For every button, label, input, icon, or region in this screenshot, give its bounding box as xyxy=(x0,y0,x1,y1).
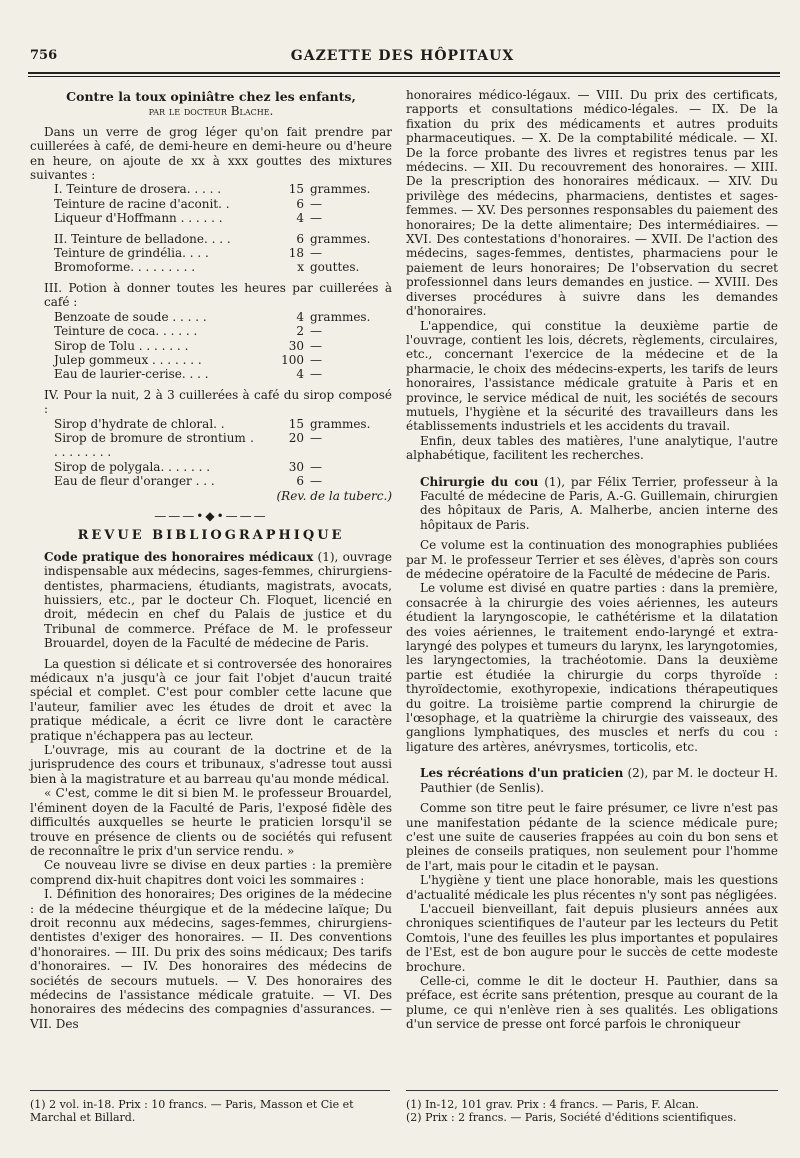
article-title: Contre la toux opiniâtre chez les enfants, xyxy=(66,89,356,104)
rx-line: Sirop de bromure de strontium . . . . . . . . . 20 — xyxy=(54,430,322,460)
journal-title: GAZETTE DES HÔPITAUX xyxy=(290,48,515,64)
rx-line: Sirop de Tolu . . . . . . . 30 — xyxy=(54,338,322,353)
rx-line: Teinture de grindélia. . . . 18 — xyxy=(54,246,322,261)
page-header xyxy=(30,48,775,68)
book-description: (1), par Félix Terrier, professeur à la Faculté de médecine de Paris, A.-G. Guillemain, chirurgien des hôpitaux de Paris, A. Malherbe, ancien interne des hôpitaux de Paris. xyxy=(420,474,778,532)
rx-line: Liqueur d'Hoffmann . . . . . . 4 — xyxy=(54,211,322,226)
rx-line: Julep gommeux . . . . . . . 100 — xyxy=(54,352,322,367)
paragraph: I. Définition des honoraires; Des origines de la médecine : de la médecine théurgique et de la médecine laïque; Du droit reconnu aux médecins, sages-femmes, chirurgiens-dentistes d'exiger des honoraires. — II. Des conventions d'honoraires. — III. Du prix des soins médicaux; Des tarifs d'honoraires. — IV. Des honoraires des médecins de sociétés de secours mutuels. — V. Des honoraires des médecins de l'assistance médicale gratuite. — VI. Des honoraires des médecins des compagnies d'assurances. — VII. Des xyxy=(30,887,392,1031)
book-title: Chirurgie du cou xyxy=(420,474,539,489)
book-entry-3 xyxy=(406,766,778,795)
left-column xyxy=(30,90,392,1031)
book-description: (1), ouvrage indispensable aux médecins, sages-femmes, chirurgiens-dentistes, pharmaciens, étudiants, magistrats, avocats, huissiers, etc., par le docteur Ch. Floquet, licencié en droit, médecin en chef du Palais de justice et du Tribunal de commerce. Préface de M. le professeur Brouardel, doyen de la Faculté de médecine de Paris. xyxy=(44,549,392,651)
footnote-right xyxy=(406,1098,778,1124)
rx-line: Eau de laurier-cerise. . . . 4 — xyxy=(54,367,322,382)
review-heading: REVUE BIBLIOGRAPHIQUE xyxy=(77,528,345,544)
footnote: (1) 2 vol. in-18. Prix : 10 francs. — Paris, Masson et Cie et Marchal et Billard. xyxy=(30,1098,354,1124)
right-column xyxy=(406,88,778,1032)
prescription-1 xyxy=(30,182,392,225)
paragraph: L'accueil bienveillant, fait depuis plusieurs années aux chroniques scientifiques de l'auteur par les lecteurs du Petit Comtois, l'une des feuilles les plus importantes et populaires de l'Est, est de bon augure pour le succès de cette modeste brochure. xyxy=(406,901,778,974)
page-number: 756 xyxy=(30,48,58,63)
footnote-left xyxy=(30,1098,390,1124)
paragraph: L'appendice, qui constitue la deuxième partie de l'ouvrage, contient les lois, décrets, règlements, circulaires, etc., concernant l'exercice de la médecine et de la pharmacie, le choix des médecins-experts, les tarifs de leurs honoraires, l'assistance médicale gratuite à Paris et en province, le service médical de nuit, les sociétés de secours mutuels, l'hygiène et la sécurité des travailleurs dans les établissements industriels et les accidents du travail. xyxy=(406,318,778,434)
footnote-rule xyxy=(406,1090,778,1091)
header-rule xyxy=(28,72,780,74)
paragraph: Celle-ci, comme le dit le docteur H. Pauthier, dans sa préface, est écrite sans prétention, presque au courant de la plume, ce qui n'enlève rien à ses qualités. Les obligations d'un service de presse ont forcé parfois le chroniqueur xyxy=(406,973,778,1032)
rx-line: Bromoforme. . . . . . . . . x gouttes. xyxy=(54,260,360,275)
rx-line: Teinture de coca. . . . . . 2 — xyxy=(54,324,322,339)
paragraph: Enfin, deux tables des matières, l'une analytique, l'autre alphabétique, facilitent les recherches. xyxy=(406,433,778,463)
rx-line: II. Teinture de belladone. . . . 6 grammes. xyxy=(54,231,371,246)
paragraph: L'ouvrage, mis au courant de la doctrine et de la jurisprudence des cours et tribunaux, s'adresse tout aussi bien à la magistrature et au barreau qu'au monde médical. xyxy=(30,743,392,786)
book-entry-2 xyxy=(406,475,778,533)
article-byline: par le docteur Blache. xyxy=(148,104,274,119)
paragraph: La question si délicate et si controversée des honoraires médicaux n'a jusqu'à ce jour fait l'objet d'aucun traité spécial et complet. C'est pour combler cette lacune que l'auteur, familier avec les études de droit et avec la pratique médicale, a écrit ce livre dont le caractère pratique n'échappera pas au lecteur. xyxy=(30,656,392,743)
paragraph: Ce volume est la continuation des monographies publiées par M. le professeur Terrier et ses élèves, d'après son cours de médecine opératoire de la Faculté de médecine de Paris. xyxy=(406,538,778,581)
paragraph: Comme son titre peut le faire présumer, ce livre n'est pas une manifestation pédante de la science médicale pure; c'est une suite de causeries frappées au coin du bon sens et pleines de conseils pratiques, non seulement pour l'homme de l'art, mais pour le citadin et le paysan. xyxy=(406,801,778,873)
header-rule-thin xyxy=(28,76,780,77)
rx-line: I. Teinture de drosera. . . . . 15 grammes. xyxy=(54,182,371,197)
paragraph: L'hygiène y tient une place honorable, mais les questions d'actualité médicale les plus récentes n'y sont pas négligées. xyxy=(406,873,778,902)
rx-line: Benzoate de soude . . . . . 4 grammes. xyxy=(54,309,371,324)
potion-intro: III. Potion à donner toutes les heures par cuillerées à café : xyxy=(44,280,392,310)
prescription-4 xyxy=(30,417,392,489)
footnote-rule xyxy=(30,1090,390,1091)
footnote: (2) Prix : 2 francs. — Paris, Société d'éditions scientifiques. xyxy=(406,1111,737,1124)
prescription-2 xyxy=(30,232,392,275)
paragraph: Ce nouveau livre se divise en deux parties : la première comprend dix-huit chapitres dont voici les sommaires : xyxy=(30,858,392,887)
prescription-3 xyxy=(30,310,392,382)
night-intro: IV. Pour la nuit, 2 à 3 cuillerées à café du sirop composé : xyxy=(44,387,392,417)
book-entry-1 xyxy=(30,550,392,651)
footnote: (1) In-12, 101 grav. Prix : 4 francs. — Paris, F. Alcan. xyxy=(406,1098,699,1111)
rx-line: Sirop d'hydrate de chloral. . 15 grammes. xyxy=(54,416,371,431)
book-title: Code pratique des honoraires médicaux xyxy=(44,549,314,564)
paragraph: Le volume est divisé en quatre parties : dans la première, consacrée à la chirurgie des voies aériennes, les auteurs étudient la laryngoscopie, le cathétérisme et la dilatation des voies aériennes, le traitement endo-laryngé et extra-laryngé des polypes et tumeurs du larynx, les laryngotomies, les laryngectomies, la trachéotomie. Dans la deuxième partie est étudiée la chirurgie du corps thyroïde : thyroïdectomie, exothyropexie, indications thérapeutiques du goitre. La troisième partie comprend la chirurgie de l'œsophage, et la quatrième la chirurgie des vaisseaux, des ganglions lymphatiques, des muscles et nerfs du cou : ligature des artères, anévrysmes, torticolis, etc. xyxy=(406,581,778,754)
rx-line: Eau de fleur d'oranger . . . 6 — xyxy=(54,474,322,489)
article-intro: Dans un verre de grog léger qu'on fait prendre par cuillerées à café, de demi-heure en demi-heure ou d'heure en heure, on ajoute de xx à xxx gouttes des mixtures suivantes : xyxy=(30,124,392,183)
article-source: (Rev. de la tuberc.) xyxy=(276,488,392,503)
rx-line: Teinture de racine d'aconit. . 6 — xyxy=(54,196,322,211)
section-ornament: ———•◆•——— xyxy=(154,508,268,523)
paragraph: « C'est, comme le dit si bien M. le professeur Brouardel, l'éminent doyen de la Faculté de Paris, l'exposé fidèle des difficultés auxquelles se heurte le praticien lorsqu'il se trouve en présence de clients ou de sociétés qui refusent de reconnaître le prix d'un service rendu. » xyxy=(30,786,392,858)
book-title: Les récréations d'un praticien xyxy=(420,766,624,781)
book-description: (2), par M. le docteur H. Pauthier (de Senlis). xyxy=(420,766,778,795)
rx-line: Sirop de polygala. . . . . . . 30 — xyxy=(54,459,322,474)
paragraph: honoraires médico-légaux. — VIII. Du prix des certificats, rapports et consultations médico-légales. — IX. De la fixation du prix des médicaments et autres produits pharmaceutiques. — X. De la comptabilité médicale. — XI. De la force probante des livres et registres tenus par les médecins. — XII. Du recouvrement des honoraires. — XIII. De la prescription des honoraires médicaux. — XIV. Du privilège des médecins, pharmaciens, dentistes et sages-femmes. — XV. Des personnes responsables du paiement des honoraires; De la dette alimentaire; Des intermédiaires. — XVI. Des contestations d'honoraires. — XVII. De l'action des médecins, sages-femmes, dentistes, pharmaciens pour le paiement de leurs honoraires; De l'observation du secret professionnel dans leurs demandes en justice. — XVIII. Des diverses procédures à suivre dans les demandes d'honoraires. xyxy=(406,88,778,319)
